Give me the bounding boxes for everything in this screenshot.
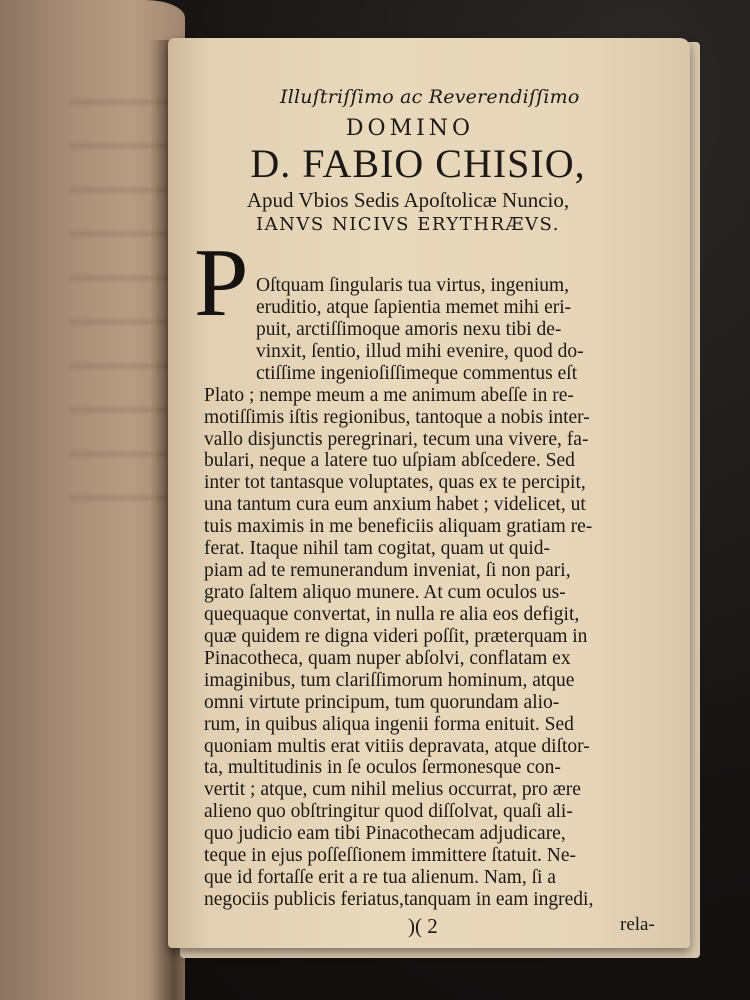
text-line: grato ſaltem aliquo munere. At cum oculos us-: [204, 582, 566, 603]
text-line: que id fortaſſe erit a re tua alienum. Nam, ſi a: [204, 867, 556, 888]
catchword: rela-: [620, 914, 655, 935]
text-line: imaginibus, tum clariſſimorum hominum, atque: [204, 670, 575, 691]
text-line: puit, arctiſſimoque amoris nexu tibi de-: [256, 319, 562, 340]
text-line: quoniam multis erat vitiis depravata, atque diſtor-: [204, 736, 590, 757]
text-line: motiſſimis iſtis regionibus, tantoque a nobis inter-: [204, 407, 590, 428]
text-line: rum, in quibus aliqua ingenii forma enituit. Sed: [204, 714, 574, 735]
text-line: vertit ; atque, cum nihil melius occurrat, pro ære: [204, 779, 581, 800]
text-line: quæ quidem re digna videri poſſit, præterquam in: [204, 626, 588, 647]
dedicatee-name: D. FABIO CHISIO,: [250, 141, 586, 186]
text-line: Oſtquam ſingularis tua virtus, ingenium,: [256, 275, 570, 296]
text-line: teque in ejus poſſeſſionem immittere ſtatuit. Ne-: [204, 845, 577, 866]
author-line: IANVS NICIVS ERYTHRÆVS.: [256, 214, 560, 235]
text-line: Pinacotheca, quam nuper abſolvi, conflatam ex: [204, 648, 571, 669]
text-line: negociis publicis feriatus,tanquam in eam ingredi,: [204, 889, 594, 910]
text-line: quo judicio eam tibi Pinacothecam adjudicare,: [204, 823, 566, 844]
right-page: [168, 38, 690, 948]
text-line: ferat. Itaque nihil tam cogitat, quam ut quid-: [204, 538, 551, 559]
text-line: tuis maximis in me beneficiis aliquam gratiam re-: [204, 516, 593, 537]
dedication-line: Illuſtriſſimo ac Reverendiſſimo: [280, 86, 580, 108]
text-line: vallo disjunctis peregrinari, tecum una vivere, fa-: [204, 429, 589, 450]
page-footer: [168, 914, 690, 944]
text-line: bulari, neque a latere tuo uſpiam abſcedere. Sed: [204, 450, 575, 471]
text-line: ctiſſime ingenioſiſſimeque commentus eſt: [256, 363, 578, 384]
text-line: vinxit, ſentio, illud mihi evenire, quod do-: [256, 341, 584, 362]
text-line: quequaque convertat, in nulla re alia eos defigit,: [204, 604, 580, 625]
text-line: Plato ; nempe meum a me animum abeſſe in re-: [204, 385, 574, 406]
dedicatee-role: Apud Vbios Sedis Apoſtolicæ Nuncio,: [246, 188, 570, 212]
text-line: eruditio, atque ſapientia memet mihi eri-: [256, 297, 572, 318]
text-line: piam ad te remunerandum inveniat, ſi non pari,: [204, 560, 571, 581]
domino-line: DOMINO: [345, 116, 475, 141]
signature-mark: )( 2: [408, 914, 438, 938]
text-line: ta, multitudinis in ſe oculos ſermonesque con-: [204, 757, 561, 778]
text-line: inter tot tantasque voluptates, quas ex te percipit,: [204, 472, 586, 493]
text-line: una tantum cura eum anxium habet ; videlicet, ut: [204, 494, 586, 515]
drop-cap: P: [194, 229, 249, 337]
text-line: alieno quo obſtringitur quod diſſolvat, quaſi ali-: [204, 801, 573, 822]
text-line: omni virtute principum, tum quorundam alio-: [204, 692, 560, 713]
